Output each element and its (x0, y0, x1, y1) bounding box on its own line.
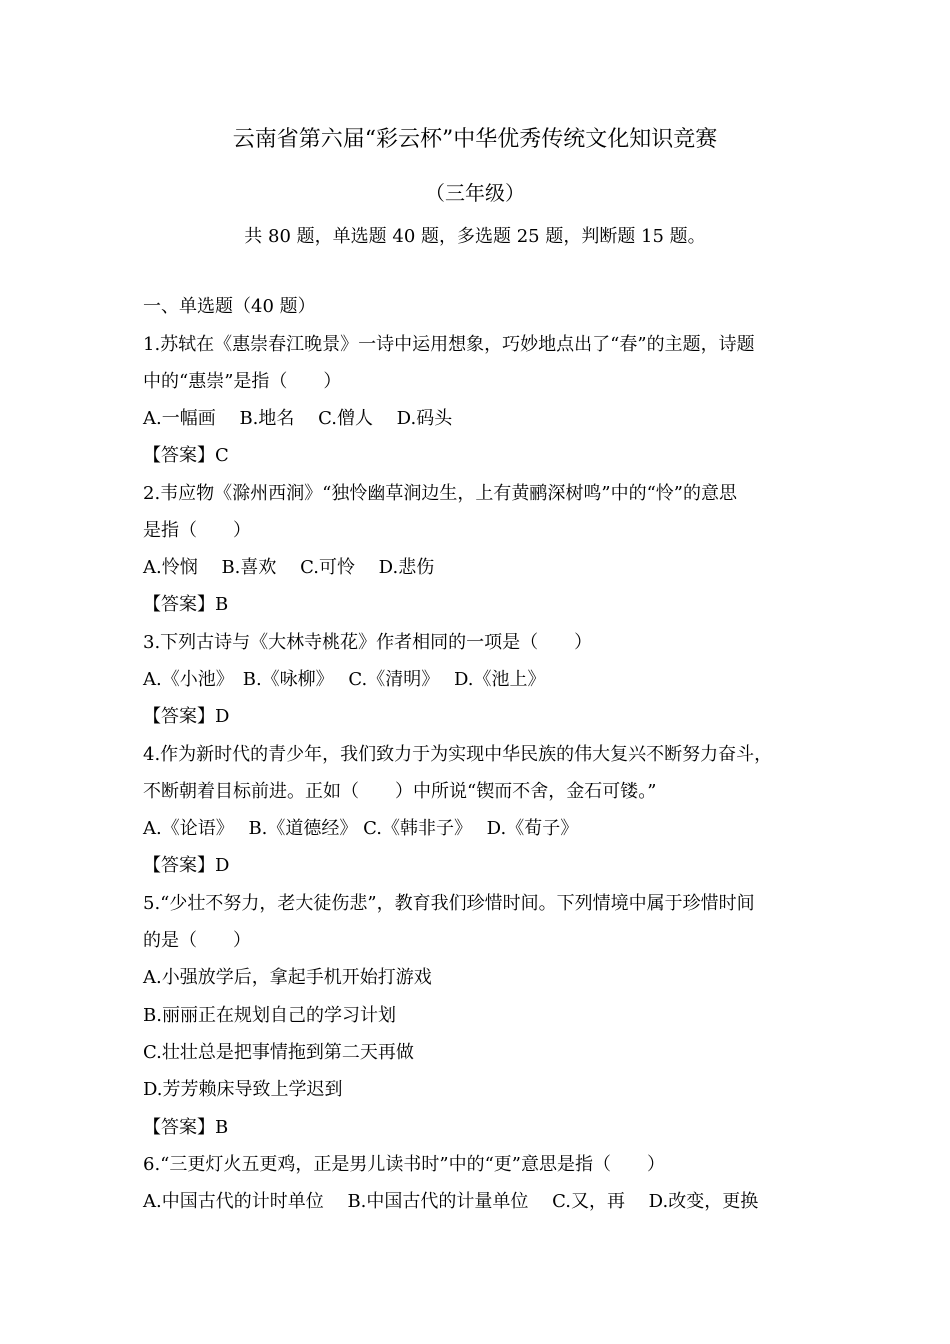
question-5-answer: 【答案】B (143, 1117, 229, 1138)
question-5-line-2: 的是（ ） (143, 930, 251, 951)
question-2-line-2: 是指（ ） (143, 520, 251, 541)
question-5-option-b: B.丽丽正在规划自己的学习计划 (143, 1005, 396, 1026)
document-title: 云南省第六届“彩云杯”中华优秀传统文化知识竞赛 (232, 127, 718, 152)
question-2-line-1: 2.韦应物《滁州西涧》“独怜幽草涧边生，上有黄鹂深树鸣”中的“怜”的意思 (143, 483, 737, 504)
question-5-option-a: A.小强放学后，拿起手机开始打游戏 (143, 967, 432, 988)
question-summary: 共 80 题，单选题 40 题，多选题 25 题，判断题 15 题。 (244, 226, 706, 247)
question-4-line-1: 4.作为新时代的青少年，我们致力于为实现中华民族的伟大复兴不断努力奋斗， (143, 744, 773, 765)
question-3-options: A.《小池》 B.《咏柳》 C.《清明》 D.《池上》 (143, 669, 546, 690)
question-5-option-c: C.壮壮总是把事情拖到第二天再做 (143, 1042, 414, 1063)
question-3-line-1: 3.下列古诗与《大林寺桃花》作者相同的一项是（ ） (143, 632, 593, 653)
grade-subtitle: （三年级） (425, 181, 525, 205)
question-4-options: A.《论语》 B.《道德经》 C.《韩非子》 D.《荀子》 (143, 818, 579, 839)
question-6-options: A.中国古代的计时单位 B.中国古代的计量单位 C.又，再 D.改变，更换 (143, 1191, 759, 1212)
question-1-line-2: 中的“惠崇”是指（ ） (143, 371, 342, 392)
question-3-answer: 【答案】D (143, 706, 230, 727)
question-4-answer: 【答案】D (143, 855, 230, 876)
question-4-line-2: 不断朝着目标前进。正如（ ）中所说“锲而不舍，金石可镂。” (143, 781, 657, 802)
question-2-options: A.怜悯 B.喜欢 C.可怜 D.悲伤 (143, 557, 435, 578)
question-5-option-d: D.芳芳赖床导致上学迟到 (143, 1079, 343, 1100)
question-5-line-1: 5.“少壮不努力，老大徒伤悲”，教育我们珍惜时间。下列情境中属于珍惜时间 (143, 893, 755, 914)
question-1-line-1: 1.苏轼在《惠崇春江晚景》一诗中运用想象，巧妙地点出了“春”的主题，诗题 (143, 334, 755, 355)
question-6-line-1: 6.“三更灯火五更鸡，正是男儿读书时”中的“更”意思是指（ ） (143, 1154, 665, 1175)
question-1-options: A.一幅画 B.地名 C.僧人 D.码头 (143, 408, 453, 429)
question-2-answer: 【答案】B (143, 594, 229, 615)
question-1-answer: 【答案】C (143, 445, 229, 466)
section-heading: 一、单选题（40 题） (143, 296, 316, 317)
